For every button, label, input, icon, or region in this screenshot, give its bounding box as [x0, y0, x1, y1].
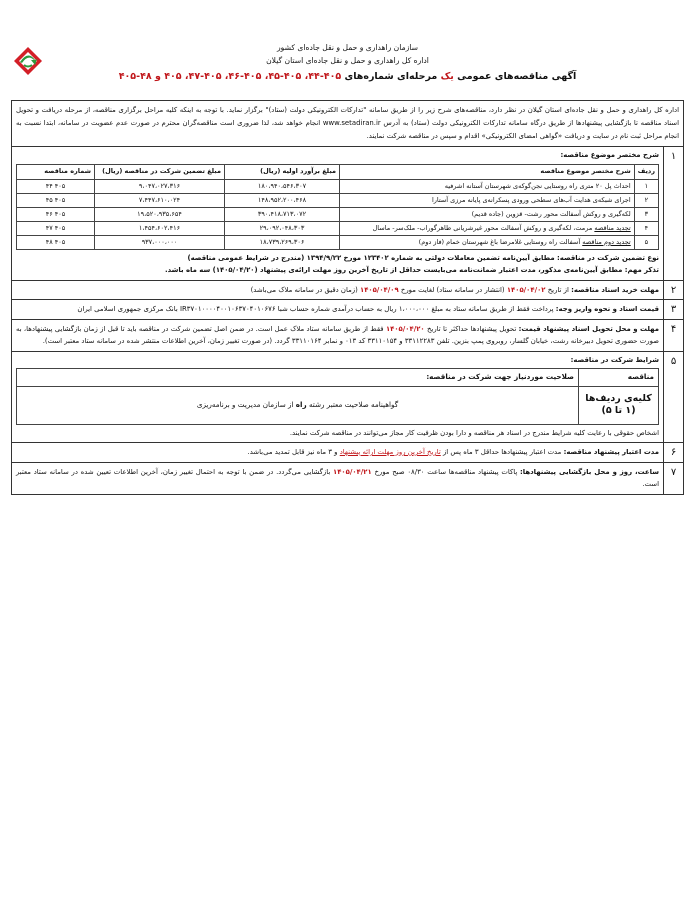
- section-number: ۳: [663, 300, 683, 319]
- section-heading: شرایط شرکت در مناقصه:: [570, 355, 659, 364]
- row-tender-number: ۴۰۵ ۴۴: [17, 179, 95, 193]
- section-7: [11, 463, 684, 495]
- section-label: مهلت و محل تحویل اسناد پیشنهاد قیمت:: [518, 324, 659, 333]
- row-description: [340, 235, 635, 249]
- text-part: تحویل پیشنهادها حداکثر تا تاریخ: [426, 324, 517, 333]
- row-description: [340, 179, 635, 193]
- table-row: [17, 235, 659, 249]
- text-part: (زمان دقیق در سامانه ملاک می‌باشد): [250, 285, 358, 294]
- table-row: [17, 193, 659, 207]
- row-estimate: ۱۸،۷۳۹،۲۶۹،۳۰۶: [225, 235, 340, 249]
- notice-title: [11, 71, 684, 82]
- row-guarantee: ۹۳۷،۰۰۰،۰۰۰: [95, 235, 225, 249]
- row-index: ۳: [634, 207, 658, 221]
- org-line-1: سازمان راهداری و حمل و نقل جاده‌ای کشور: [277, 43, 418, 52]
- row-description: [340, 207, 635, 221]
- qualification-text: از سازمان مدیریت و برنامه‌ریزی: [196, 399, 294, 409]
- row-tender-number: ۴۰۵ ۴۷: [17, 221, 95, 235]
- text-part: مدت اعتبار پیشنهادها حداقل ۳ ماه پس از: [442, 448, 562, 456]
- section-heading: شرح مختصر موضوع مناقصه:: [560, 151, 659, 159]
- section-label: قیمت اسناد و نحوه واریز وجه:: [555, 305, 659, 313]
- qualification-field: راه: [295, 399, 307, 409]
- row-guarantee: ۱،۴۵۴،۶۰۲،۴۱۶: [95, 221, 225, 235]
- row-index: ۱: [634, 179, 658, 193]
- col-qualification: صلاحیت موردنیاز جهت شرکت در مناقصه:: [17, 369, 579, 387]
- description-text: مرمت، لکه‌گیری و روکش آسفالت محور غیرشریانی طاهرگوراب- ملک‌سر- ماسال: [372, 223, 593, 232]
- description-text: احداث پل ۲۰ متری راه روستایی نجن‌گوکه‌ی شهرستان آستانه اشرفیه: [444, 181, 631, 190]
- tenders-table: [16, 164, 659, 250]
- description-prefix: تجدید مناقصه: [594, 223, 631, 232]
- row-index: ۴: [634, 221, 658, 235]
- organization-names: [11, 41, 684, 67]
- table-header-row: [17, 369, 659, 387]
- description-text: لکه‌گیری و روکش آسفالت محور رشت- قزوین (جاده قدیم): [471, 209, 631, 218]
- deadline-reference-link: تاریخ آخرین روز مهلت ارائه پیشنهاد: [339, 448, 441, 456]
- col-description: شرح مختصر موضوع مناقصه: [340, 164, 635, 179]
- section-6: [11, 443, 684, 463]
- row-index: ۲: [634, 193, 658, 207]
- title-prefix: آگهی مناقصه‌های عمومی: [457, 71, 577, 82]
- text-part: فقط از طریق سامانه ستاد ملاک عمل است. در ضمن اصل تضمین شرکت در مناقصه باید تا قبل از زمان بازگشایی پیشنهادها، به صورت حضوری تحویل دبیرخانه رشت، خیابان گلسار، روبروی پمپ بنزین. تلفن ۳۳۱۱۲۲۸۳ و ۳۳۱۱۰۱۵۴ کد ۰۱۳ و نمابر ۳۳۱۱۰۱۶۴ گردد. (در صورت تغییر زمان، آخرین اطلاعات منتشر شده در سامانه ستاد معتبر است).: [16, 324, 659, 345]
- intro-paragraph: اداره کل راهداری و حمل و نقل جاده‌ای استان گیلان در نظر دارد، مناقصه‌های شرح زیر را از طریق سامانه "تدارکات الکترونیکی دولت (ستاد)" برگزار نماید. با توجه به اینکه کلیه مراحل برگزاری مناقصه، از مرحله دریافت و تحویل اسناد مناقصه تا بازگشایی پیشنهادها از طریق درگاه سامانه تدارکات الکترونیکی دولت (ستاد) به آدرس www.setadiran.ir انجام خواهد شد، لذا ضروری است مناقصه‌گران محترم در صورت عدم عضویت در سامانه، ابتدا نسبت به انجام مراحل ثبت نام در سایت و دریافت «گواهی امضای الکترونیکی» اقدام و سپس در مناقصه شرکت نمایند.: [11, 100, 684, 147]
- opening-date: ۱۴۰۵/۰۴/۲۱: [333, 467, 372, 476]
- text-part: و ۳ ماه نیز قابل تمدید می‌باشد.: [247, 448, 338, 456]
- qualification-table: [16, 368, 659, 425]
- guarantee-type-note: نوع تضمین شرکت در مناقصه: مطابق آیین‌نامه تضمین معاملات دولتی به شماره ۱۲۳۴۰۲ مورخ ۱۳۹۴/۹/۲۲ (مندرج در شرایط عمومی مناقصه): [187, 253, 659, 262]
- text-part: پاکات پیشنهاد مناقصه‌ها ساعت ۰۸/۳۰ صبح مورخ: [374, 467, 518, 476]
- table-row: [17, 386, 659, 424]
- table-row: [17, 221, 659, 235]
- title-tender-numbers: ۴۰۵-۴۴، ۴۰۵-۴۵، ۴۰۵-۴۶، ۴۰۵-۴۷، ۴۰۵ و ۴۸-۴۰۵: [118, 71, 342, 82]
- row-tender-number: ۴۰۵ ۴۶: [17, 207, 95, 221]
- description-text: اجرای شبکه‌ی هدایت آب‌های سطحی ورودی پسکرانه‌ی پایانه مرزی آستارا: [431, 195, 631, 204]
- row-estimate: ۲۹،۰۹۲،۰۴۸،۳۰۳: [225, 221, 340, 235]
- section-4: [11, 320, 684, 352]
- eligibility-note: اشخاص حقوقی با رعایت کلیه شرایط مندرج در اسناد هر مناقصه و دارا بودن ظرفیت کار مجاز می‌توانند در مناقصه شرکت نمایند.: [289, 428, 659, 437]
- section-1: [11, 147, 684, 281]
- row-tender-number: ۴۰۵ ۴۸: [17, 235, 95, 249]
- row-guarantee: ۷،۴۴۷،۶۱۰،۰۲۴: [95, 193, 225, 207]
- text-part: از تاریخ: [547, 285, 569, 294]
- all-rows-cell: کلیه‌ی ردیف‌ها (۱ تا ۵): [579, 386, 659, 424]
- section-label: ساعت، روز و محل بازگشایی پیشنهادها:: [520, 467, 659, 476]
- description-prefix: تجدید دوم مناقصه: [582, 237, 631, 246]
- section-number: ۱: [663, 147, 683, 280]
- text-part: بازگشایی می‌گردد. در ضمن با توجه به احتمال تغییر زمان، آخرین اطلاعات تعیین شده در سامانه ستاد معتبر است.: [16, 467, 659, 488]
- qualification-cell: [17, 386, 579, 424]
- title-middle: مرحله‌ای شماره‌های: [344, 71, 438, 82]
- deadline-date: ۱۴۰۵/۰۴/۲۰: [385, 324, 425, 333]
- qualification-text: گواهینامه صلاحیت معتبر رشته: [308, 399, 399, 409]
- table-row: [17, 179, 659, 193]
- start-date: ۱۴۰۵/۰۴/۰۲: [506, 285, 546, 294]
- col-tender-number: شماره مناقصه: [17, 164, 95, 179]
- row-estimate: ۱۴۸،۹۵۲،۲۰۰،۴۶۸: [225, 193, 340, 207]
- section-2: [11, 281, 684, 301]
- row-index: ۵: [634, 235, 658, 249]
- table-header-row: [17, 164, 659, 179]
- section-number: ۷: [663, 463, 683, 494]
- end-date: ۱۴۰۵/۰۴/۰۹: [359, 285, 399, 294]
- section-number: ۴: [663, 320, 683, 351]
- important-note: تذکر مهم: مطابق آیین‌نامه‌ی مذکور، مدت اعتبار ضمانت‌نامه می‌بایست حداقل از تاریخ آخرین روز مهلت ارائه‌ی پیشنهاد (۱۴۰۵/۰۴/۲۰) سه ماه باشد.: [165, 266, 659, 274]
- row-description: [340, 193, 635, 207]
- section-3: [11, 300, 684, 320]
- section-label: مدت اعتبار پیشنهاد مناقصه:: [563, 448, 659, 456]
- org-line-2: اداره کل راهداری و حمل و نقل جاده‌ای استان گیلان: [266, 56, 429, 65]
- col-tender: مناقصه: [579, 369, 659, 387]
- row-estimate: ۱۸۰،۹۴۰،۵۴۶،۳۰۷: [225, 179, 340, 193]
- col-estimate: مبلغ برآورد اولیه (ریال): [225, 164, 340, 179]
- payment-text: پرداخت فقط از طریق سامانه ستاد به مبلغ ۱،۰۰۰،۰۰۰ ریال به حساب درآمدی شماره حساب شبا IR۳۷۰۱۰۰۰۰۴۰۰۱۰۶۳۷۰۴۰۱۰۶۷۶ بانک مرکزی جمهوری اسلامی ایران: [77, 305, 554, 313]
- row-estimate: ۳۹۰،۴۱۸،۷۱۳،۰۷۲: [225, 207, 340, 221]
- text-part: (انتشار در سامانه ستاد) لغایت مورخ: [400, 285, 505, 294]
- col-row: ردیف: [634, 164, 658, 179]
- header: [11, 0, 684, 100]
- row-tender-number: ۴۰۵ ۴۵: [17, 193, 95, 207]
- description-text: آسفالت راه روستایی غلامرضا باغ شهرستان خمام (فاز دوم): [418, 237, 581, 246]
- section-number: ۶: [663, 443, 683, 462]
- row-guarantee: ۱۹،۵۲۰،۹۳۵،۶۵۴: [95, 207, 225, 221]
- row-guarantee: ۹،۰۴۷،۰۲۷،۳۱۶: [95, 179, 225, 193]
- section-number: ۲: [663, 281, 683, 300]
- col-guarantee: مبلغ تضمین شرکت در مناقصه (ریال): [95, 164, 225, 179]
- section-label: مهلت خرید اسناد مناقصه:: [571, 285, 659, 294]
- section-number: ۵: [663, 352, 683, 443]
- table-row: [17, 207, 659, 221]
- section-5: [11, 352, 684, 444]
- row-description: [340, 221, 635, 235]
- title-one-stage: یک: [440, 71, 454, 82]
